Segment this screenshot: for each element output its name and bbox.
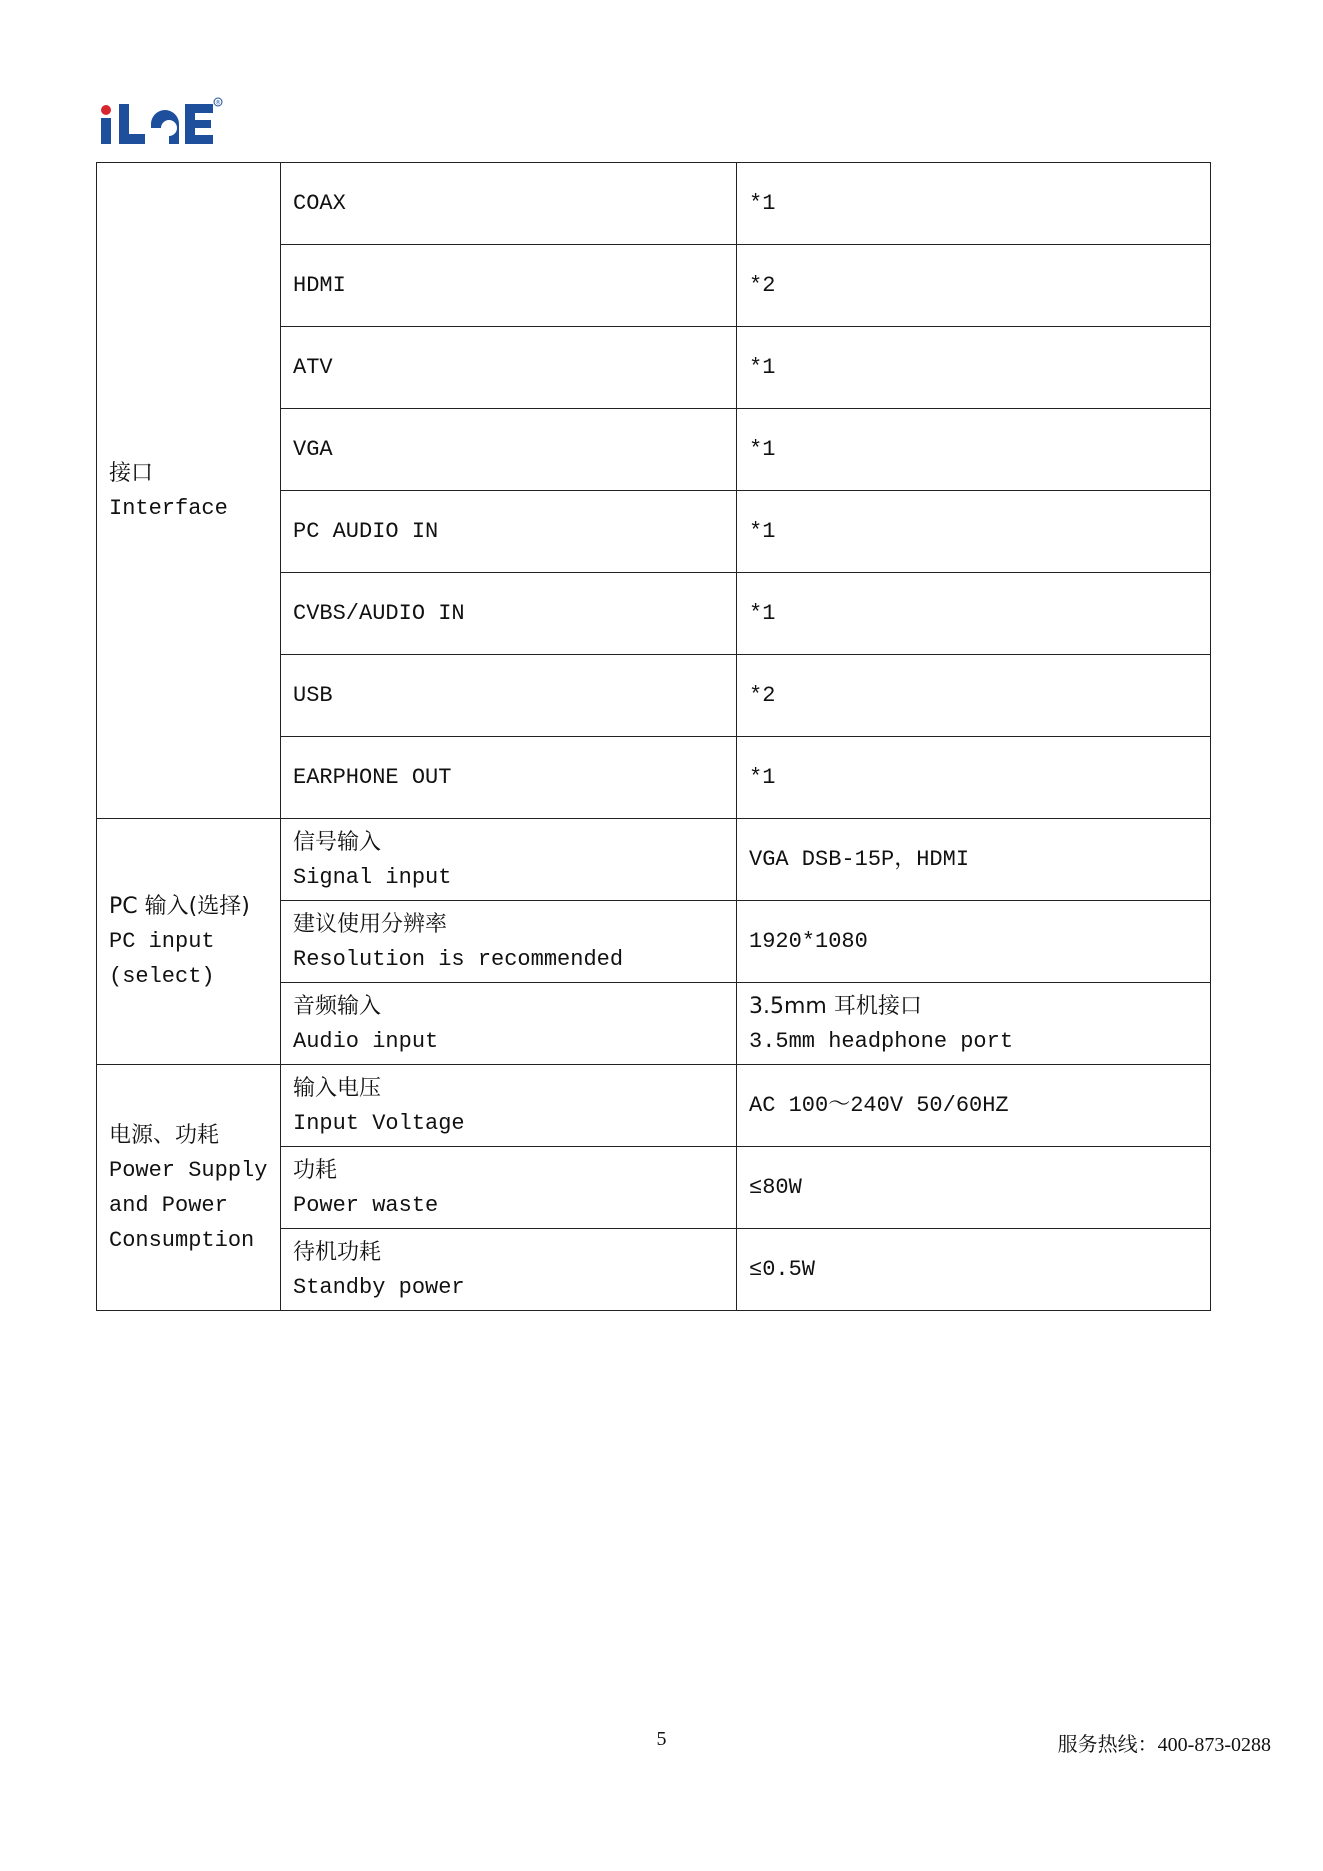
value-cell: *1 — [737, 409, 1211, 491]
value-cell: 1920*1080 — [737, 901, 1211, 983]
group-label-power: 电源、功耗 Power Supply and Power Consumption — [97, 1065, 281, 1311]
spec-table — [96, 162, 1211, 1311]
svg-text:®: ® — [215, 99, 221, 107]
service-hotline: 服务热线：400-873-0288 — [1057, 1734, 1271, 1756]
item-cell: HDMI — [281, 245, 737, 327]
page-number: 5 — [656, 1728, 667, 1750]
item-cell: ATV — [281, 327, 737, 409]
brand-logo — [99, 96, 223, 148]
table-row — [97, 163, 1211, 245]
item-cell: USB — [281, 655, 737, 737]
group-label-interface: 接口 Interface — [97, 163, 281, 819]
group-label-pc-input: PC 输入(选择) PC input (select) — [97, 819, 281, 1065]
item-cell: COAX — [281, 163, 737, 245]
item-cell: 输入电压 Input Voltage — [281, 1065, 737, 1147]
table-row — [97, 1065, 1211, 1147]
value-cell: *1 — [737, 327, 1211, 409]
item-cell: PC AUDIO IN — [281, 491, 737, 573]
table-row — [97, 819, 1211, 901]
item-cell: CVBS/AUDIO IN — [281, 573, 737, 655]
value-cell: *1 — [737, 163, 1211, 245]
item-cell: 音频输入 Audio input — [281, 983, 737, 1065]
item-cell: 功耗 Power waste — [281, 1147, 737, 1229]
item-cell: VGA — [281, 409, 737, 491]
item-cell: EARPHONE OUT — [281, 737, 737, 819]
value-cell: *2 — [737, 245, 1211, 327]
item-cell: 待机功耗 Standby power — [281, 1229, 737, 1311]
value-cell: 3.5mm 耳机接口 3.5mm headphone port — [737, 983, 1211, 1065]
value-cell: ≤0.5W — [737, 1229, 1211, 1311]
value-cell: AC 100～240V 50/60HZ — [737, 1065, 1211, 1147]
brand-logo-graphic — [99, 96, 223, 148]
value-cell: *1 — [737, 737, 1211, 819]
value-cell: ≤80W — [737, 1147, 1211, 1229]
value-cell: *1 — [737, 573, 1211, 655]
item-cell: 信号输入 Signal input — [281, 819, 737, 901]
value-cell: VGA DSB-15P，HDMI — [737, 819, 1211, 901]
item-cell: 建议使用分辨率 Resolution is recommended — [281, 901, 737, 983]
value-cell: *1 — [737, 491, 1211, 573]
value-cell: *2 — [737, 655, 1211, 737]
